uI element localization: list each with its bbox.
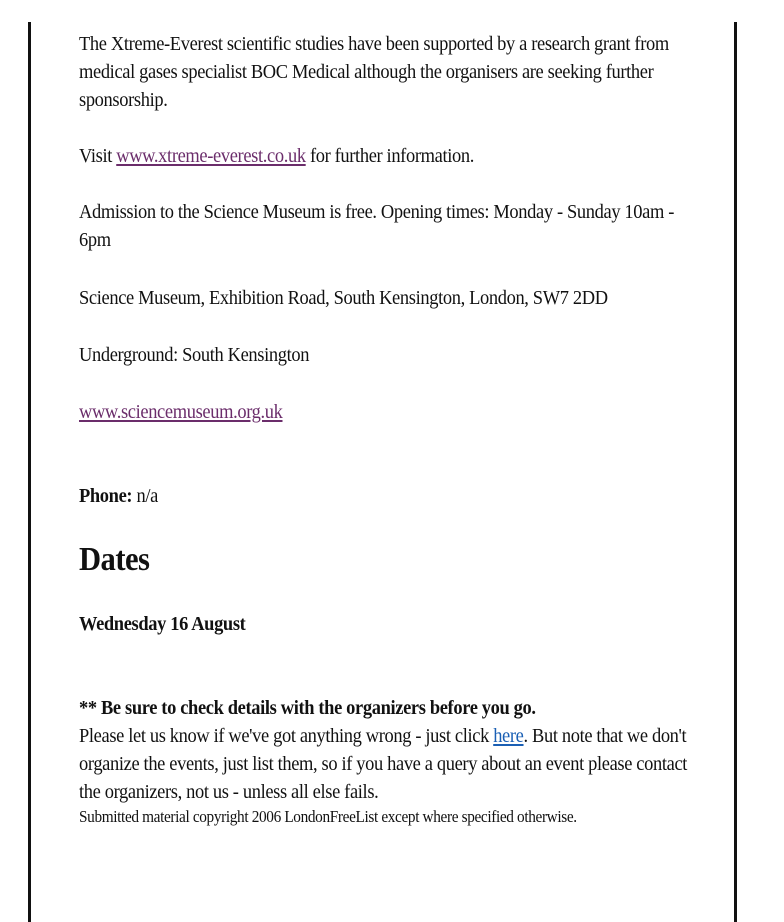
visit-suffix: for further information. — [305, 145, 474, 167]
phone-value: n/a — [132, 485, 158, 507]
visit-prefix: Visit — [79, 145, 117, 167]
address-paragraph: Science Museum, Exhibition Road, South Kensington, London, SW7 2DD — [79, 287, 608, 309]
intro-paragraph: The Xtreme-Everest scientific studies have been supported by a research grant from medical gases specialist BOC Medical although the organisers are seeking further sponsorship. — [79, 33, 669, 111]
phone-paragraph — [79, 482, 691, 510]
museum-link-paragraph — [79, 398, 691, 426]
notice-paragraph — [79, 694, 691, 806]
notice-warning: ** Be sure to check details with the organizers before you go. — [79, 697, 536, 719]
report-error-link[interactable]: here — [493, 725, 524, 747]
phone-label: Phone: — [79, 485, 133, 507]
notice-suffix: . But note that we don't organize the events, just list them, so if you have a query about an event please contact the organizers, not us - unless all else fails. — [79, 725, 688, 803]
xtreme-everest-link[interactable]: www.xtreme-everest.co.uk — [116, 145, 306, 167]
copyright-notice: Submitted material copyright 2006 LondonFreeList except where specified otherwise. — [79, 807, 577, 826]
science-museum-link[interactable]: www.sciencemuseum.org.uk — [79, 401, 283, 423]
underground-paragraph: Underground: South Kensington — [79, 344, 310, 366]
visit-paragraph — [79, 142, 691, 170]
notice-prefix: Please let us know if we've got anything wrong - just click — [79, 725, 494, 747]
admission-paragraph: Admission to the Science Museum is free. Opening times: Monday - Sunday 10am - 6pm — [79, 201, 675, 251]
event-date: Wednesday 16 August — [79, 613, 246, 635]
dates-heading: Dates — [79, 541, 150, 578]
